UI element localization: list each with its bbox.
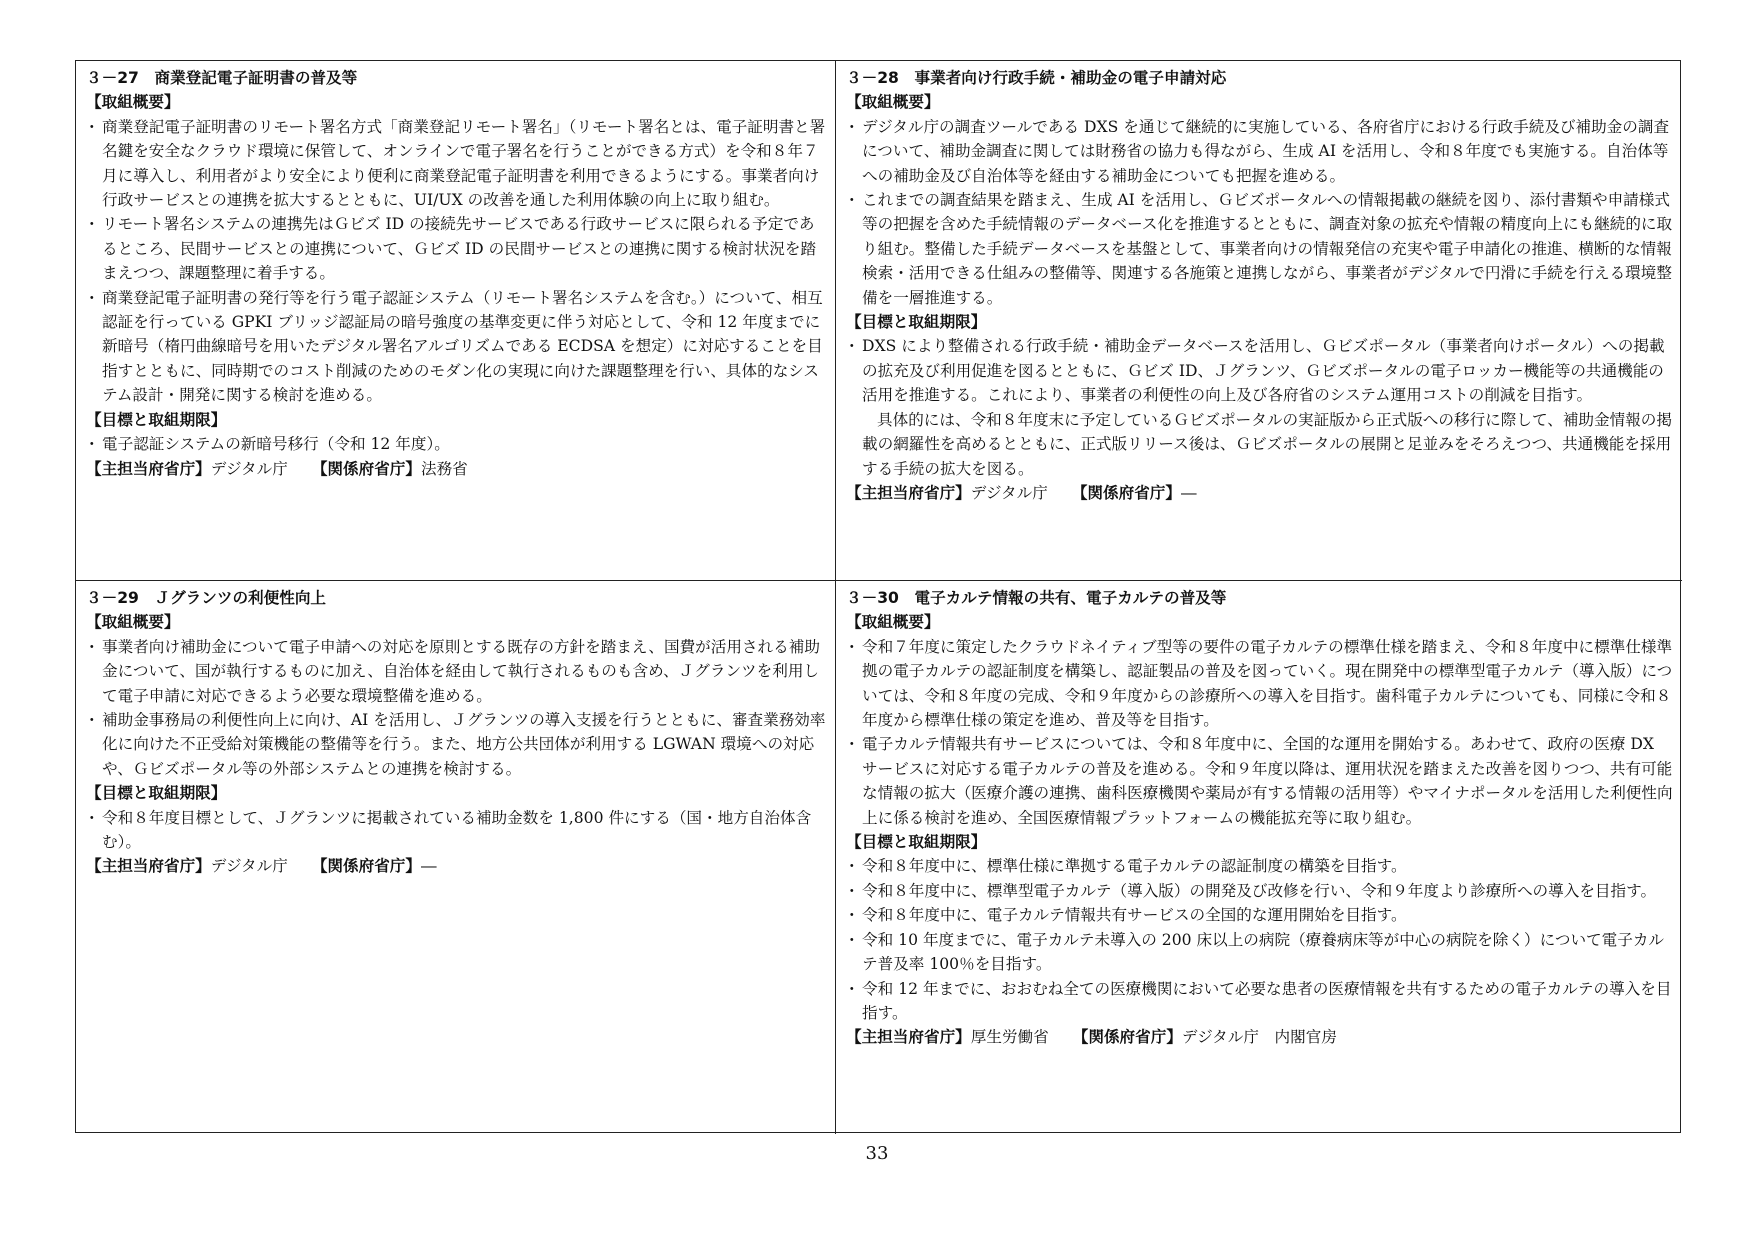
goal-heading: 【目標と取組期限】 bbox=[86, 410, 227, 429]
cell-3-28 bbox=[835, 61, 1682, 580]
overview-heading: 【取組概要】 bbox=[846, 613, 940, 632]
overview-item: ・ 事業者向け補助金について電子申請への対応を原則とする既存の方針を踏まえ、国費が活用される補助金について、国が執行するものに加え、自治体を経由して執行されるものも含め、Ｊグランツを利用して電子申請に対応できるよう必要な環境整備を進める。 bbox=[86, 635, 827, 708]
goal-item: ・ 令和 10 年度までに、電子カルテ未導入の 200 床以上の病院（療養病床等が中心の病院を除く）について電子カルテ普及率 100％を目指す。 bbox=[846, 928, 1674, 977]
related-agency: 法務省 bbox=[420, 459, 468, 478]
main-agency: デジタル庁 bbox=[210, 459, 288, 478]
overview-heading: 【取組概要】 bbox=[846, 93, 940, 112]
goal-paragraph: 具体的には、令和８年度末に予定しているＧビズポータルの実証版から正式版への移行に際して、補助金情報の掲載の網羅性を高めるとともに、正式版リリース後は、Ｇビズポータルの展開と足並みをそろえつつ、共通機能を採用する手続の拡大を図る。 bbox=[862, 410, 1672, 478]
agency-line bbox=[846, 481, 1674, 505]
agency-line bbox=[846, 1025, 1674, 1049]
goal-item: ・ DXS により整備される行政手続・補助金データベースを活用し、Ｇビズポータル（事業者向けポータル）への掲載の拡充及び利用促進を図るとともに、Ｇビズ ID、Ｊグランツ、Ｇビズポータルの電子ロッカー機能等の共通機能の活用を推進する。これにより、事業者の利便性の向上及び各府省のシステム運用コストの削減を目指す。 bbox=[846, 334, 1674, 407]
goal-item: ・ 令和８年度中に、電子カルテ情報共有サービスの全国的な運用開始を目指す。 bbox=[846, 903, 1674, 927]
agency-line bbox=[86, 457, 827, 481]
overview-heading: 【取組概要】 bbox=[86, 613, 180, 632]
related-agency-label: 【関係府省庁】 bbox=[311, 459, 421, 478]
main-agency: デジタル庁 bbox=[210, 857, 288, 876]
overview-item: ・ 商業登記電子証明書の発行等を行う電子認証システム（リモート署名システムを含む。）について、相互認証を行っている GPKI ブリッジ認証局の暗号強度の基準変更に伴う対応として、令和 12 年度までに新暗号（楕円曲線暗号を用いたデジタル署名アルゴリズムである ECDSA を想定）に対応することを目指すとともに、同時期でのコスト削減のためのモダン化の実現に向けた課題整理を行い、具体的なシステム設計・開発に関する検討を進める。 bbox=[86, 286, 827, 408]
overview-item: ・ これまでの調査結果を踏まえ、生成 AI を活用し、Ｇビズポータルへの情報掲載の継続を図り、添付書類や申請様式等の把握を含めた手続情報のデータベース化を推進するとともに、調査対象の拡充や情報の精度向上にも継続的に取り組む。整備した手続データベースを基盤として、事業者向けの情報発信の充実や電子申請化の推進、横断的な情報検索・活用できる仕組みの整備等、関連する各施策と連携しながら、事業者がデジタルで円滑に手続を行える環境整備を一層推進する。 bbox=[846, 188, 1674, 310]
page-number: 33 bbox=[865, 1143, 889, 1164]
related-agency: ― bbox=[420, 857, 437, 876]
main-agency-label: 【主担当府省庁】 bbox=[86, 459, 211, 478]
main-agency-label: 【主担当府省庁】 bbox=[846, 1028, 971, 1047]
goal-heading: 【目標と取組期限】 bbox=[86, 784, 227, 803]
measure-title: ３－29 Ｊグランツの利便性向上 bbox=[86, 589, 327, 607]
overview-item: ・ リモート署名システムの連携先はＧビズ ID の接続先サービスである行政サービスに限られる予定であるところ、民間サービスとの連携について、Ｇビズ ID の民間サービスとの連携に関する検討状況を踏まえつつ、課題整理に着手する。 bbox=[86, 212, 827, 285]
related-agency: ― bbox=[1180, 483, 1197, 502]
main-agency-label: 【主担当府省庁】 bbox=[86, 857, 211, 876]
agency-line bbox=[86, 854, 827, 878]
measure-title: ３－28 事業者向け行政手続・補助金の電子申請対応 bbox=[846, 69, 1227, 87]
goal-item: ・ 電子認証システムの新暗号移行（令和 12 年度）。 bbox=[86, 432, 827, 456]
goal-item: ・ 令和８年度中に、標準仕様に準拠する電子カルテの認証制度の構築を目指す。 bbox=[846, 854, 1674, 878]
overview-item: ・ 商業登記電子証明書のリモート署名方式「商業登記リモート署名」（リモート署名とは、電子証明書と署名鍵を安全なクラウド環境に保管して、オンラインで電子署名を行うことができる方式）を令和８年７月に導入し、利用者がより安全により便利に商業登記電子証明書を利用できるようにする。事業者向け行政サービスとの連携を拡大するとともに、UI/UX の改善を通した利用体験の向上に取り組む。 bbox=[86, 115, 827, 213]
related-agency-label: 【関係府省庁】 bbox=[311, 857, 421, 876]
overview-item: ・ 電子カルテ情報共有サービスについては、令和８年度中に、全国的な運用を開始する。あわせて、政府の医療 DX サービスに対応する電子カルテの普及を進める。令和９年度以降は、運用状況を踏まえた改善を図りつつ、共有可能な情報の拡大（医療介護の連携、歯科医療機関や薬局が有する情報の活用等）やマイナポータルを活用した利便性向上に係る検討を進め、全国医療情報プラットフォームの機能拡充等に取り組む。 bbox=[846, 732, 1674, 830]
cell-3-30 bbox=[835, 580, 1682, 1134]
main-agency: 厚生労働省 bbox=[970, 1028, 1049, 1047]
measures-table bbox=[75, 60, 1681, 1133]
main-agency-label: 【主担当府省庁】 bbox=[846, 483, 971, 502]
overview-item: ・ デジタル庁の調査ツールである DXS を通じて継続的に実施している、各府省庁における行政手続及び補助金の調査について、補助金調査に関しては財務省の協力も得ながら、生成 AI を活用し、令和８年度でも実施する。自治体等への補助金及び自治体等を経由する補助金についても把握を進める。 bbox=[846, 115, 1674, 188]
overview-item: ・ 補助金事務局の利便性向上に向け、AI を活用し、Ｊグランツの導入支援を行うとともに、審査業務効率化に向けた不正受給対策機能の整備等を行う。また、地方公共団体が利用する LGWAN 環境への対応や、Ｇビズポータル等の外部システムとの連携を検討する。 bbox=[86, 708, 827, 781]
cell-3-29 bbox=[76, 580, 835, 1134]
overview-item: ・ 令和７年度に策定したクラウドネイティブ型等の要件の電子カルテの標準仕様を踏まえ、令和８年度中に標準仕様準拠の電子カルテの認証制度を構築し、認証製品の普及を図っていく。現在開発中の標準型電子カルテ（導入版）については、令和８年度の完成、令和９年度からの診療所への導入を目指す。歯科電子カルテについても、同様に令和８年度から標準仕様の策定を進め、普及等を目指す。 bbox=[846, 635, 1674, 733]
related-agency: デジタル庁 内閣官房 bbox=[1181, 1028, 1337, 1047]
goal-heading: 【目標と取組期限】 bbox=[846, 833, 987, 852]
main-agency: デジタル庁 bbox=[970, 483, 1048, 502]
goal-heading: 【目標と取組期限】 bbox=[846, 313, 987, 332]
goal-item: ・ 令和 12 年までに、おおむね全ての医療機関において必要な患者の医療情報を共有するための電子カルテの導入を目指す。 bbox=[846, 977, 1674, 1026]
measure-title: ３－27 商業登記電子証明書の普及等 bbox=[86, 69, 358, 87]
measure-title: ３－30 電子カルテ情報の共有、電子カルテの普及等 bbox=[846, 589, 1227, 607]
goal-item: ・ 令和８年度目標として、Ｊグランツに掲載されている補助金数を 1,800 件にする（国・地方自治体含む）。 bbox=[86, 806, 827, 855]
related-agency-label: 【関係府省庁】 bbox=[1072, 1028, 1182, 1047]
cell-3-27 bbox=[76, 61, 835, 580]
overview-heading: 【取組概要】 bbox=[86, 93, 180, 112]
goal-item: ・ 令和８年度中に、標準型電子カルテ（導入版）の開発及び改修を行い、令和９年度より診療所への導入を目指す。 bbox=[846, 879, 1674, 903]
related-agency-label: 【関係府省庁】 bbox=[1071, 483, 1181, 502]
